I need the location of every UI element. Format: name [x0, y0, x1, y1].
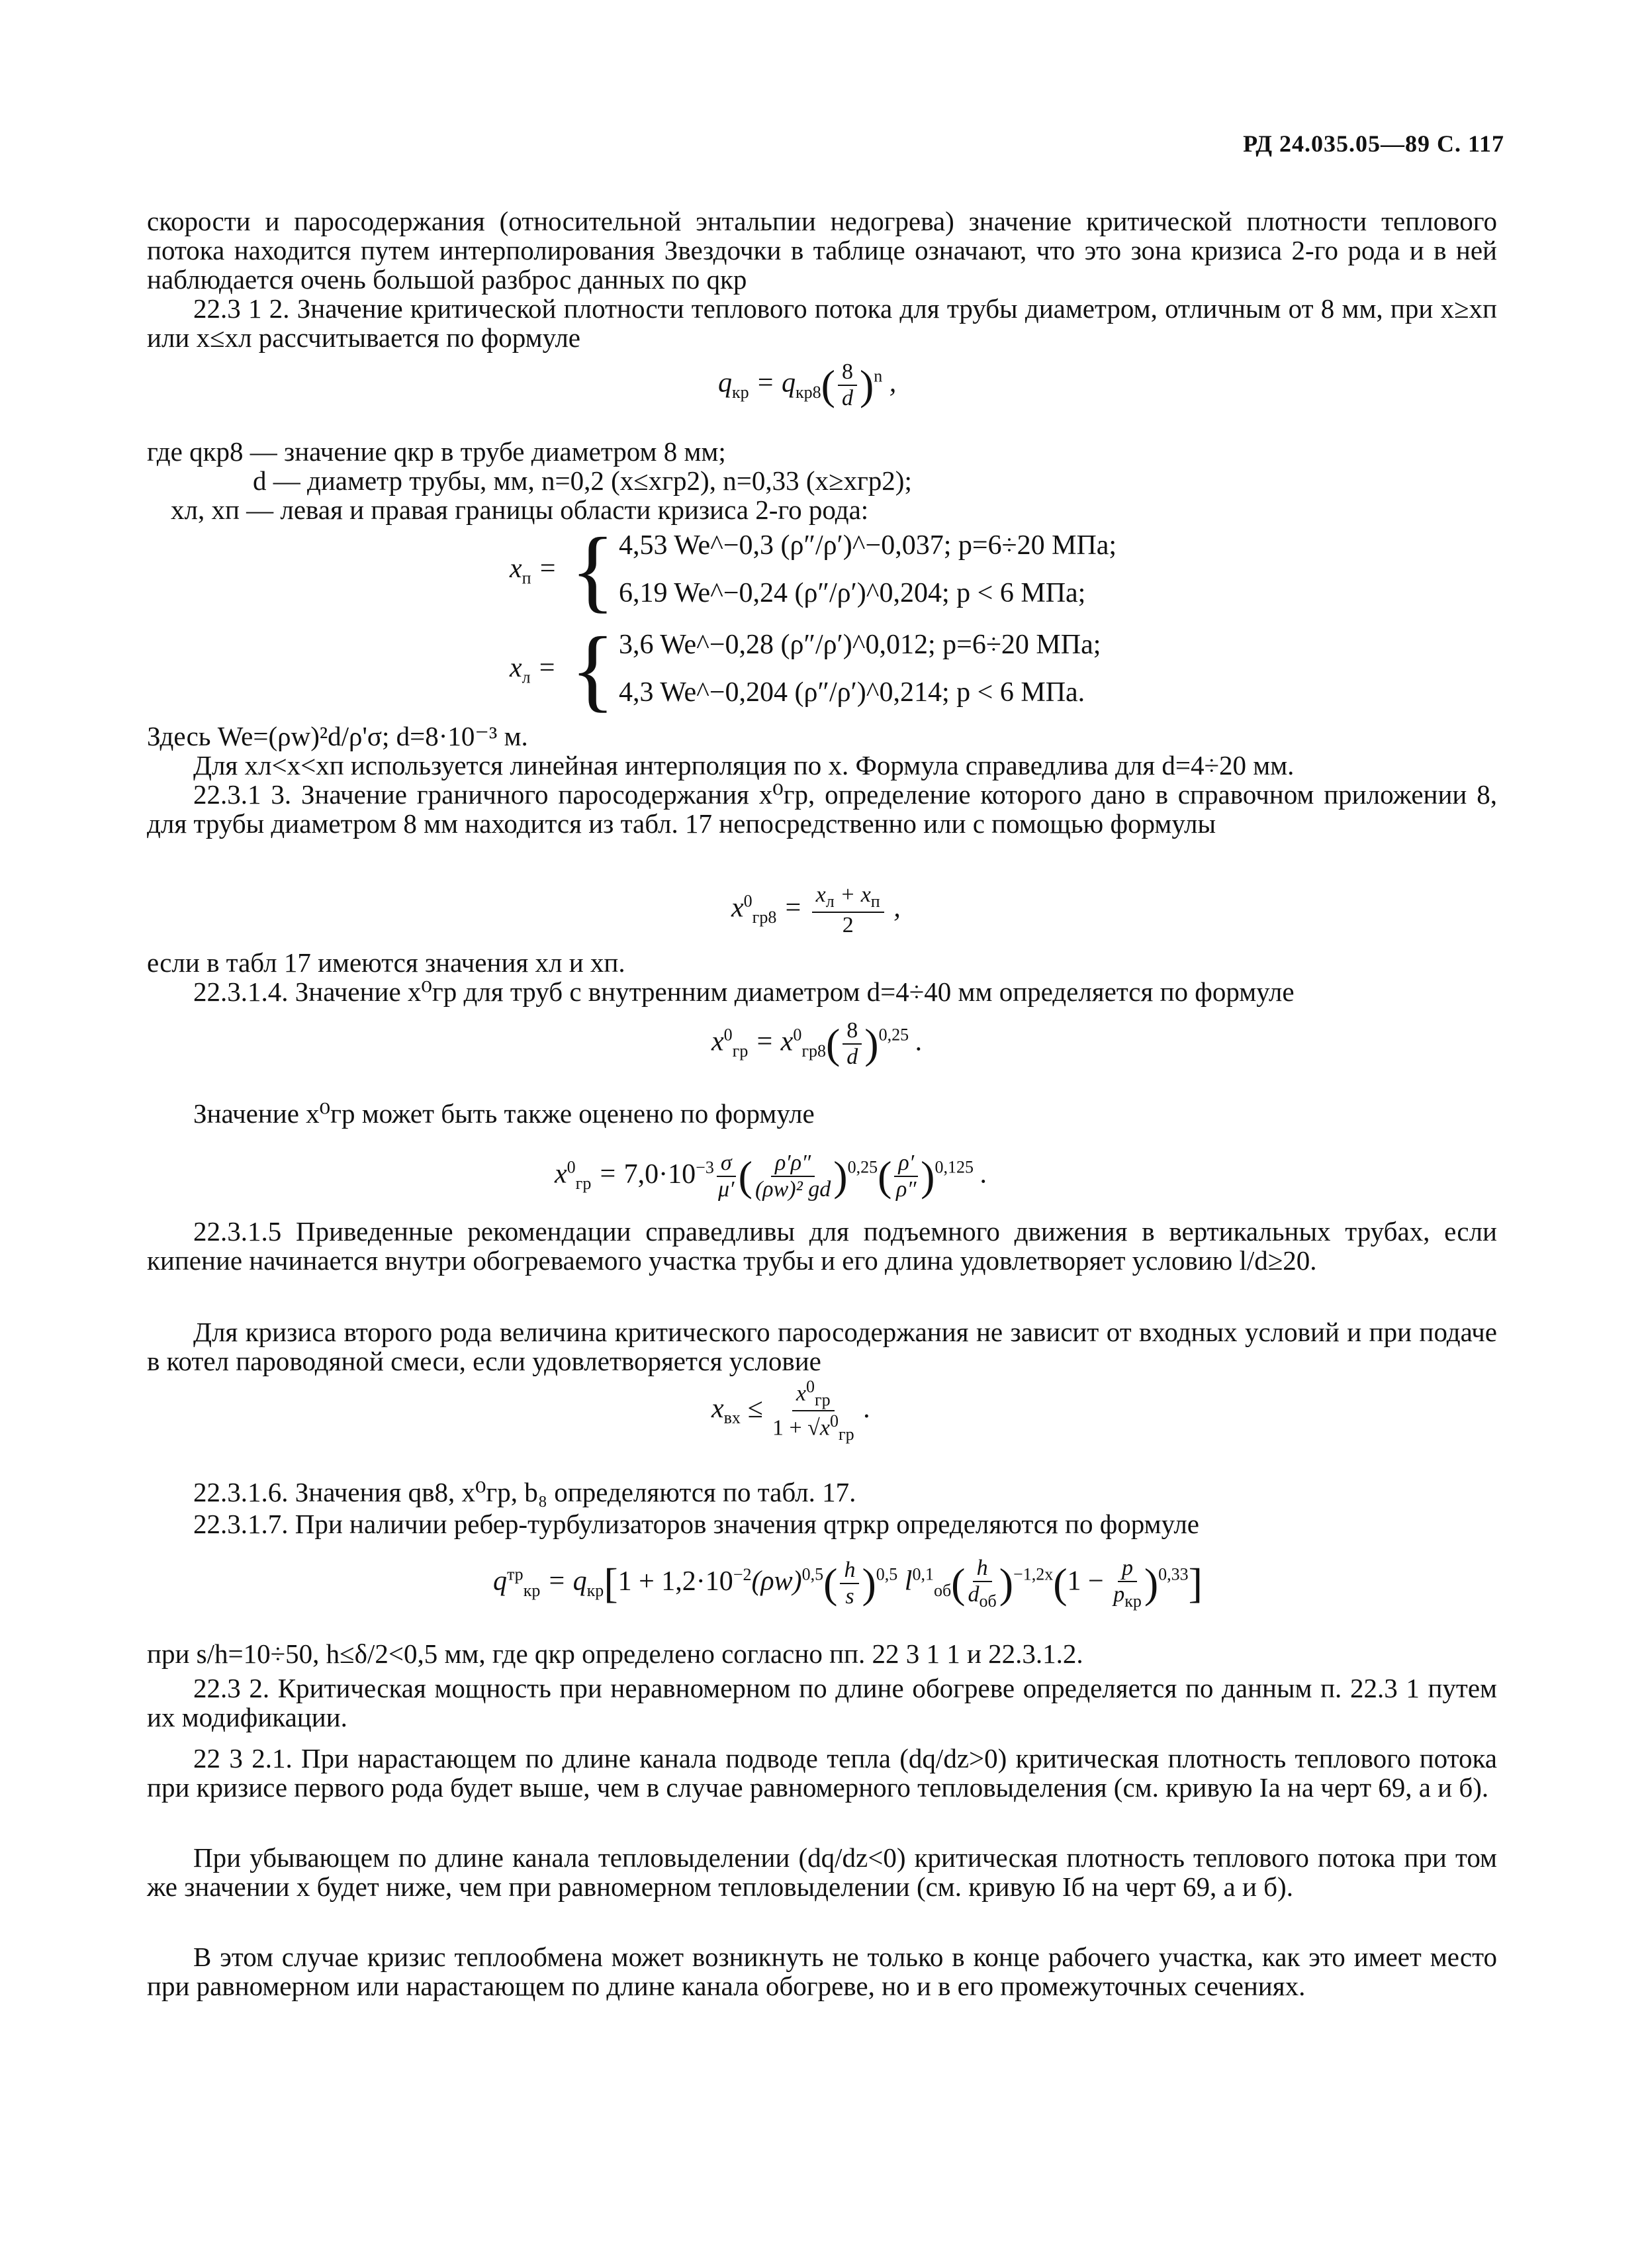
- formula-xp-line2: 6,19 We^−0,24 (ρ″/ρ′)^0,204; p < 6 МПа;: [619, 578, 1086, 608]
- formula-xgr8: $x^0_{гр8}$ = $\frac{x_л + x_п}{2}$ ,: [731, 882, 901, 937]
- paragraph: Для xл<x<xп используется линейная интерполяция по x. Формула справедлива для d=4÷20 мм.: [193, 750, 1295, 780]
- formula-xgr: $x^0_{гр} = x^0_{гр8}$( $\frac{8}{d}$ )$^{0,25}$ .: [711, 1018, 923, 1069]
- paragraph: 22.3 1 2. Значение критической плотности теплового потока для трубы диаметром, отличным от 8 мм, при x≥xп или x≤xл рассчитывается по формуле: [147, 293, 1497, 353]
- paragraph: В этом случае кризис теплообмена может возникнуть не только в конце рабочего участка, как это имеет место при равномерном или нарастающем по длине канала обогреве, но и в его промежуточных сечениях.: [147, 1942, 1497, 2001]
- formula-qkr-tr: $q^{тр}_{кр} = q_{кр}[1 + 1,2\cdot 10^{-2}(\rho w)^{0,5}$( $\frac{h}{s}$ )$^{0,5}$ $l^{0,1}_{об}$( $\frac{h}{d_{об}}$ )$^{-1,2x}$(1 − $\frac{p}{p_{кр}}$ )$^{0,33}$]: [493, 1556, 1203, 1611]
- paragraph: скорости и паросодержания (относительной энтальпии недогрева) значение критической плотности теплового потока находится путем интерполирования Звездочки в таблице означают, что это зона кризиса 2-го рода и в ней наблюдается очень большой разброс данных по qкр: [147, 206, 1497, 295]
- definition: d — диаметр трубы, мм, n=0,2 (x≤xгр2), n=0,33 (x≥xгр2);: [253, 465, 912, 496]
- formula-xp-label: $x_п$ =: [510, 553, 557, 588]
- page-header: РД 24.035.05—89 С. 117: [1243, 130, 1504, 157]
- formula-xgr-estimate: $x^0_{гр} = 7,0\cdot 10^{-3}$ $\frac{\sigma}{\mu'}$ ( $\frac{\rho'\rho''}{\text{(ρw)² gd}}$ )$^{0,25}$( $\frac{\rho'}{\rho''}$ )$^{0,125}$ .: [555, 1151, 987, 1202]
- formula-xl-line2: 4,3 We^−0,204 (ρ″/ρ′)^0,214; p < 6 МПа.: [619, 677, 1085, 708]
- brace-icon: {: [570, 519, 616, 622]
- formula-xl-label: $x_л$ =: [510, 653, 557, 687]
- formula-qkr: $q_{кр} = q_{кр8}$( $\frac{8}{d}$ )$^n$ ,: [718, 359, 897, 410]
- paragraph: при s/h=10÷50, h≤δ/2<0,5 мм, где qкр определено согласно пп. 22 3 1 1 и 22.3.1.2.: [147, 1638, 1083, 1669]
- paragraph: 22.3.1.7. При наличии ребер-турбулизаторов значения qтркр определяются по формуле: [193, 1509, 1199, 1539]
- definition: где qкр8 — значение qкр в трубе диаметром 8 мм;: [147, 436, 726, 467]
- paragraph: Для кризиса второго рода величина критического паросодержания не зависит от входных условий и при подаче в котел пароводяной смеси, если удовлетворяется условие: [147, 1317, 1497, 1376]
- paragraph: если в табл 17 имеются значения xл и xп.: [147, 947, 625, 978]
- paragraph: 22.3.1.4. Значение x⁰гр для труб с внутренним диаметром d=4÷40 мм определяется по формуле: [193, 976, 1295, 1007]
- formula-xvx: $x_{вх}$ ≤ $\frac{x^0_{гр}}{1 + √x^0_{гр}}$ .: [711, 1377, 871, 1444]
- brace-icon: {: [570, 618, 616, 721]
- definition: xл, xп — левая и правая границы области кризиса 2-го рода:: [171, 495, 869, 525]
- formula-xp-line1: 4,53 We^−0,3 (ρ″/ρ′)^−0,037; p=6÷20 МПа;: [619, 530, 1117, 561]
- paragraph: Здесь We=(ρw)²d/ρ'σ; d=8·10⁻³ м.: [147, 721, 528, 751]
- paragraph: 22.3.1.6. Значения qв8, x⁰гр, b₈ определяются по табл. 17.: [193, 1477, 856, 1507]
- paragraph: Значение x⁰гр может быть также оценено по формуле: [193, 1098, 815, 1129]
- paragraph: 22.3.1.5 Приведенные рекомендации справедливы для подъемного движения в вертикальных трубах, если кипение начинается внутри обогреваемого участка трубы и его длина удовлетворяет условию l/d≥20.: [147, 1216, 1497, 1276]
- paragraph: 22.3.1 3. Значение граничного паросодержания x⁰гр, определение которого дано в справочном приложении 8, для трубы диаметром 8 мм находится из табл. 17 непосредственно или с помощью формулы: [147, 779, 1497, 839]
- formula-xl-line1: 3,6 We^−0,28 (ρ″/ρ′)^0,012; p=6÷20 МПа;: [619, 630, 1101, 660]
- paragraph: 22 3 2.1. При нарастающем по длине канала подводе тепла (dq/dz>0) критическая плотность теплового потока при кризисе первого рода будет выше, чем в случае равномерного тепловыделения (см. кривую Iа на черт 69, а и б).: [147, 1743, 1497, 1803]
- paragraph: 22.3 2. Критическая мощность при неравномерном по длине обогреве определяется по данным п. 22.3 1 путем их модификации.: [147, 1673, 1497, 1732]
- paragraph: При убывающем по длине канала тепловыделении (dq/dz<0) критическая плотность теплового потока при том же значении x будет ниже, чем при равномерном тепловыделении (см. кривую Iб на черт 69, а и б).: [147, 1842, 1497, 1902]
